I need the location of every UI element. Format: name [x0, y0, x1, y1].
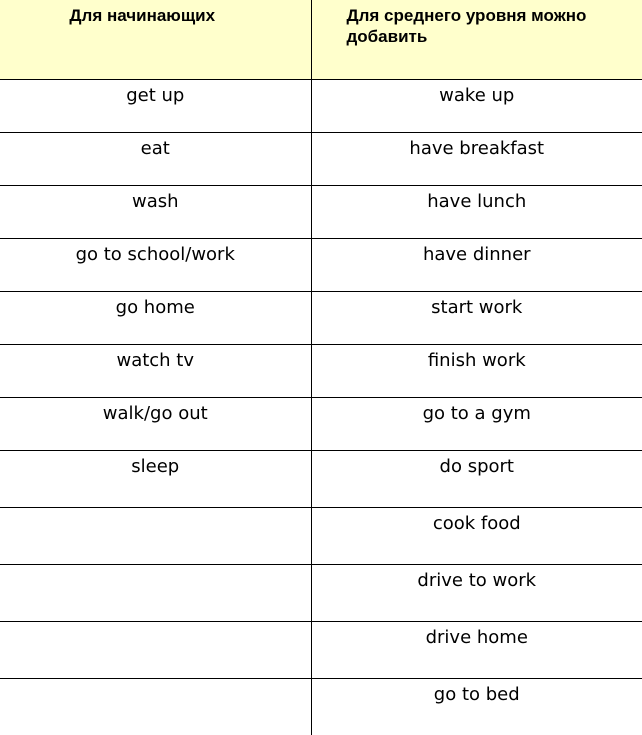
cell-beginner: eat	[0, 132, 311, 185]
cell-beginner: get up	[0, 79, 311, 132]
cell-intermediate: have dinner	[311, 238, 642, 291]
cell-intermediate: have breakfast	[311, 132, 642, 185]
cell-intermediate: drive home	[311, 621, 642, 678]
cell-intermediate: go to a gym	[311, 397, 642, 450]
table-row	[0, 132, 642, 185]
table-row	[0, 185, 642, 238]
cell-beginner	[0, 678, 311, 735]
table-row	[0, 450, 642, 507]
cell-beginner	[0, 507, 311, 564]
cell-intermediate: have lunch	[311, 185, 642, 238]
cell-beginner: go home	[0, 291, 311, 344]
table-row	[0, 79, 642, 132]
cell-intermediate: finish work	[311, 344, 642, 397]
header-beginner: Для начинающих	[0, 0, 311, 79]
cell-intermediate: go to bed	[433, 683, 520, 705]
table-row	[0, 344, 642, 397]
cell-intermediate: drive to work	[311, 564, 642, 621]
table-row	[0, 507, 642, 564]
cell-intermediate: do sport	[311, 450, 642, 507]
cell-beginner: go to school/work	[0, 238, 311, 291]
cell-beginner	[0, 564, 311, 621]
header-intermediate: Для среднего уровня можно добавить	[311, 0, 642, 79]
cell-beginner	[0, 621, 311, 678]
table-row	[0, 238, 642, 291]
cell-beginner: watch tv	[0, 344, 311, 397]
cell-intermediate: cook food	[311, 507, 642, 564]
header-row	[0, 0, 642, 79]
cell-intermediate: start work	[311, 291, 642, 344]
table-row	[0, 291, 642, 344]
cell-beginner: sleep	[0, 450, 311, 507]
cell-intermediate: wake up	[311, 79, 642, 132]
table-row	[0, 678, 642, 735]
table-row	[0, 397, 642, 450]
cell-beginner: walk/go out	[0, 397, 311, 450]
cell-beginner: wash	[0, 185, 311, 238]
table-row	[0, 621, 642, 678]
table-row	[0, 564, 642, 621]
